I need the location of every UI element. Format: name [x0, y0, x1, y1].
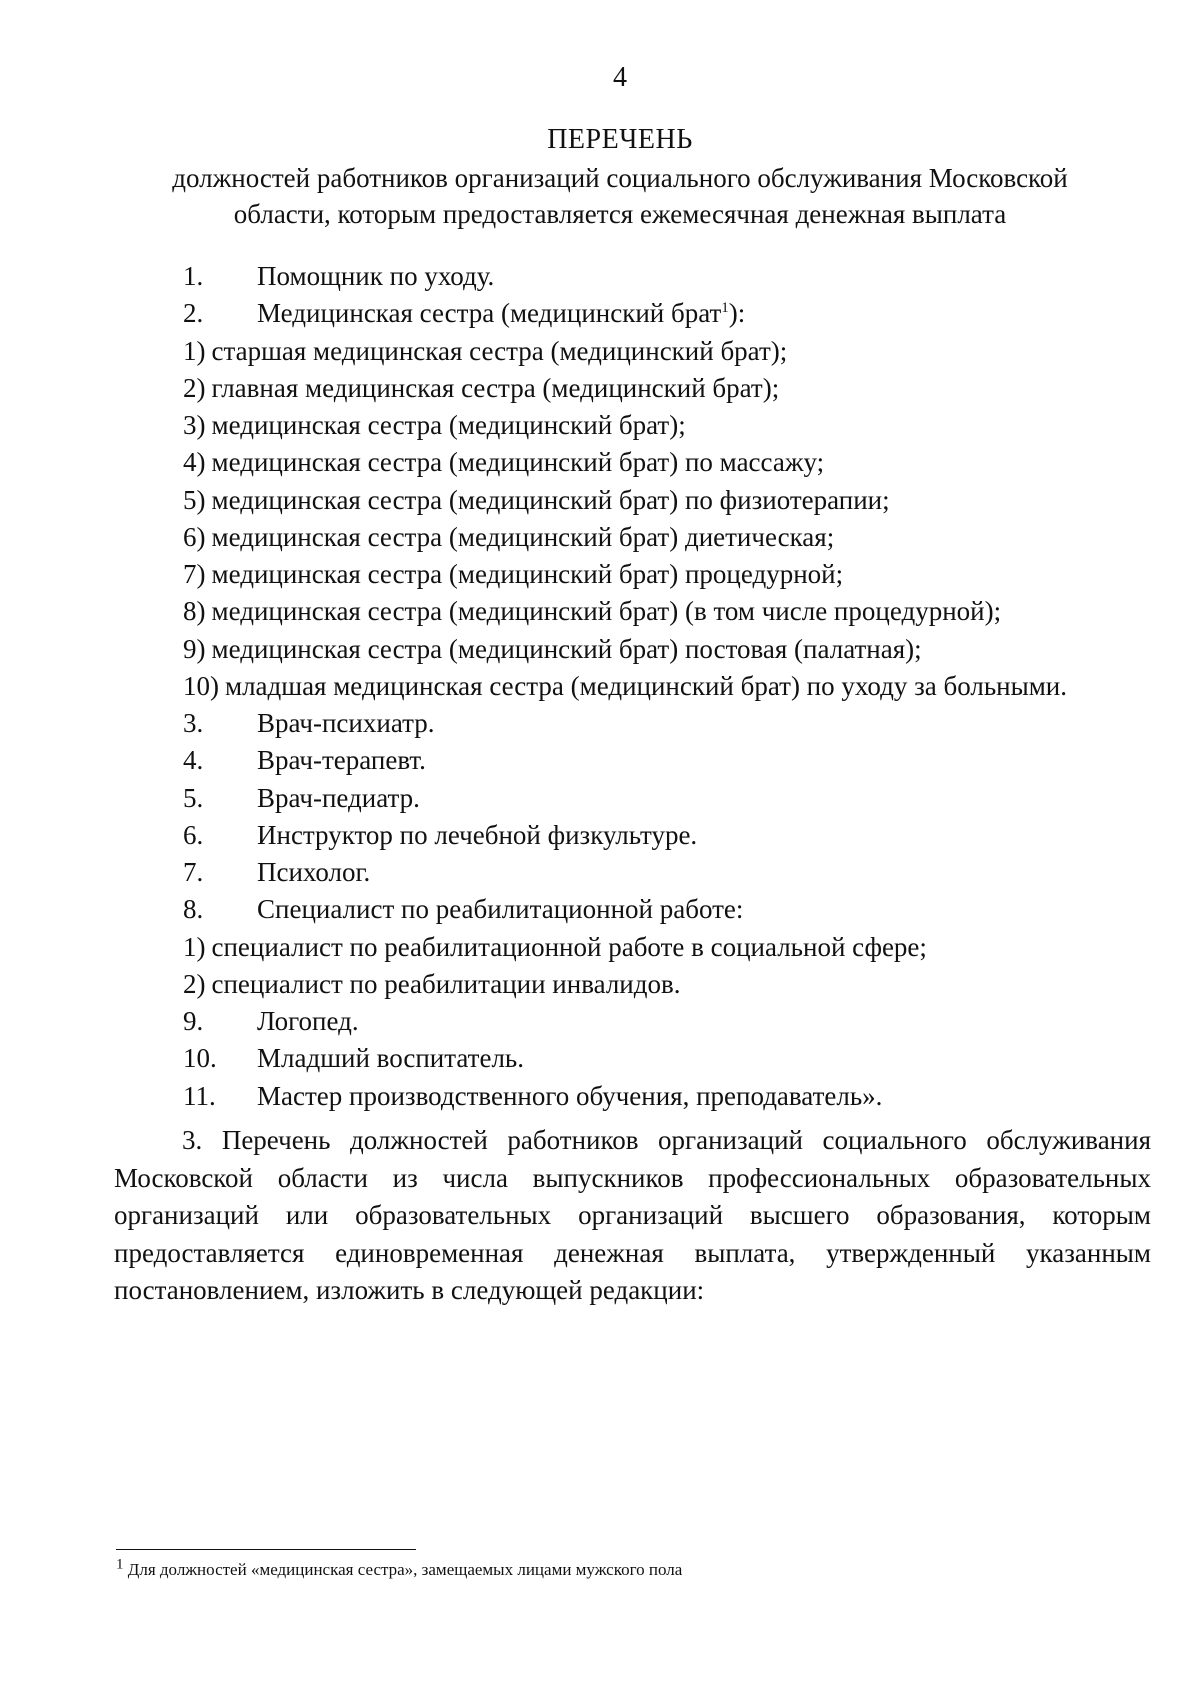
list-item-text: специалист по реабилитации инвалидов. [211, 968, 681, 999]
list-item [183, 742, 1133, 779]
list-item [183, 519, 1133, 556]
list-item-text: специалист по реабилитационной работе в социальной сфере; [211, 931, 927, 962]
list-item [183, 370, 1133, 407]
list-item-text-suffix: ): [728, 298, 746, 329]
positions-list [183, 258, 1133, 1115]
list-item [183, 817, 1133, 854]
list-item [183, 631, 1133, 668]
list-item-text: медицинская сестра (медицинский брат) постовая (палатная); [211, 633, 922, 664]
list-item-number: 10) [183, 670, 219, 701]
list-item-number: 4. [183, 745, 204, 776]
list-item [183, 1003, 1133, 1040]
list-item-text: Логопед. [257, 1006, 359, 1036]
list-item-number: 5) [183, 484, 206, 515]
list-item [183, 333, 1133, 370]
list-item-number: 5. [183, 782, 204, 813]
list-item-text: Врач-педиатр. [257, 782, 420, 813]
subtitle-line: области, которым предоставляется ежемесячная денежная выплата [233, 199, 1007, 229]
list-item-number: 7. [183, 857, 204, 887]
footnote-reference: 1 [721, 300, 729, 317]
list-item-text: медицинская сестра (медицинский брат) (в том числе процедурной); [211, 596, 1002, 627]
footnote-text: Для должностей «медицинская сестра», замещаемых лицами мужского пола [127, 1560, 683, 1579]
list-item [183, 482, 1133, 519]
list-item-text: Мастер производственного обучения, преподаватель». [257, 1080, 883, 1111]
list-item-number: 10. [183, 1043, 217, 1074]
list-item [183, 705, 1133, 742]
list-item-text: главная медицинская сестра (медицинский брат); [211, 372, 780, 403]
list-item [183, 929, 1133, 966]
list-item-number: 3) [183, 410, 206, 440]
document-title: ПЕРЕЧЕНЬ [547, 124, 693, 155]
list-item-number: 8) [183, 596, 206, 627]
list-item [183, 1078, 1133, 1115]
list-item-number: 6) [183, 521, 206, 552]
list-item-number: 11. [183, 1080, 216, 1111]
list-item-text: Помощник по уходу. [257, 261, 495, 291]
list-item-number: 7) [183, 559, 206, 589]
list-item-number: 2) [183, 968, 206, 999]
footnote-divider [116, 1549, 416, 1550]
list-item [183, 556, 1133, 593]
list-item [183, 891, 1133, 928]
list-item [183, 407, 1133, 444]
list-item-number: 6. [183, 819, 204, 850]
list-item [183, 295, 1133, 332]
list-item-number: 4) [183, 447, 206, 478]
list-item-text: Специалист по реабилитационной работе: [257, 894, 744, 925]
list-item-number: 3. [183, 708, 204, 738]
list-item-text: медицинская сестра (медицинский брат) диетическая; [211, 521, 835, 552]
list-item [183, 854, 1133, 891]
document-subtitle [130, 160, 1110, 232]
list-item-text: медицинская сестра (медицинский брат) по массажу; [211, 447, 825, 478]
list-item-number: 1. [183, 261, 204, 291]
subtitle-line: должностей работников организаций социального обслуживания Московской [172, 163, 1068, 193]
list-item-text: медицинская сестра (медицинский брат) по физиотерапии; [211, 484, 890, 515]
list-item-number: 1) [183, 931, 206, 962]
list-item-text: младшая медицинская сестра (медицинский брат) по уходу за больными. [225, 670, 1068, 701]
list-item-text: Инструктор по лечебной физкультуре. [257, 819, 698, 850]
list-item [183, 668, 1133, 705]
list-item-number: 2. [183, 298, 204, 329]
list-item-number: 8. [183, 894, 204, 925]
list-item-number: 9. [183, 1006, 204, 1036]
page-number: 4 [613, 62, 627, 93]
list-item [183, 444, 1133, 481]
list-item [183, 1040, 1133, 1077]
list-item-text: медицинская сестра (медицинский брат) процедурной; [211, 559, 844, 589]
list-item-number: 1) [183, 335, 206, 366]
list-item-text: Младший воспитатель. [257, 1043, 524, 1074]
footnote [116, 1556, 683, 1580]
list-item [183, 966, 1133, 1003]
list-item-text: Врач-терапевт. [257, 745, 426, 776]
body-paragraph: 3. Перечень должностей работников организаций социального обслуживания Московской области из числа выпускников профессиональных образовательных организаций или образовательных организаций высшего образования, которым предоставляется единовременная денежная выплата, утвержденный указанным постановлением, изложить в следующей редакции: [114, 1125, 1151, 1305]
list-item-number: 9) [183, 633, 206, 664]
list-item-text: Психолог. [257, 857, 371, 887]
list-item-text: старшая медицинская сестра (медицинский брат); [211, 335, 788, 366]
list-item [183, 593, 1133, 630]
list-item-text: медицинская сестра (медицинский брат); [211, 410, 686, 440]
list-item [183, 780, 1133, 817]
list-item-text: Врач-психиатр. [257, 708, 435, 738]
footnote-mark: 1 [116, 1556, 124, 1573]
list-item [183, 258, 1133, 295]
list-item-number: 2) [183, 372, 206, 403]
list-item-text: Медицинская сестра (медицинский брат [257, 298, 722, 329]
